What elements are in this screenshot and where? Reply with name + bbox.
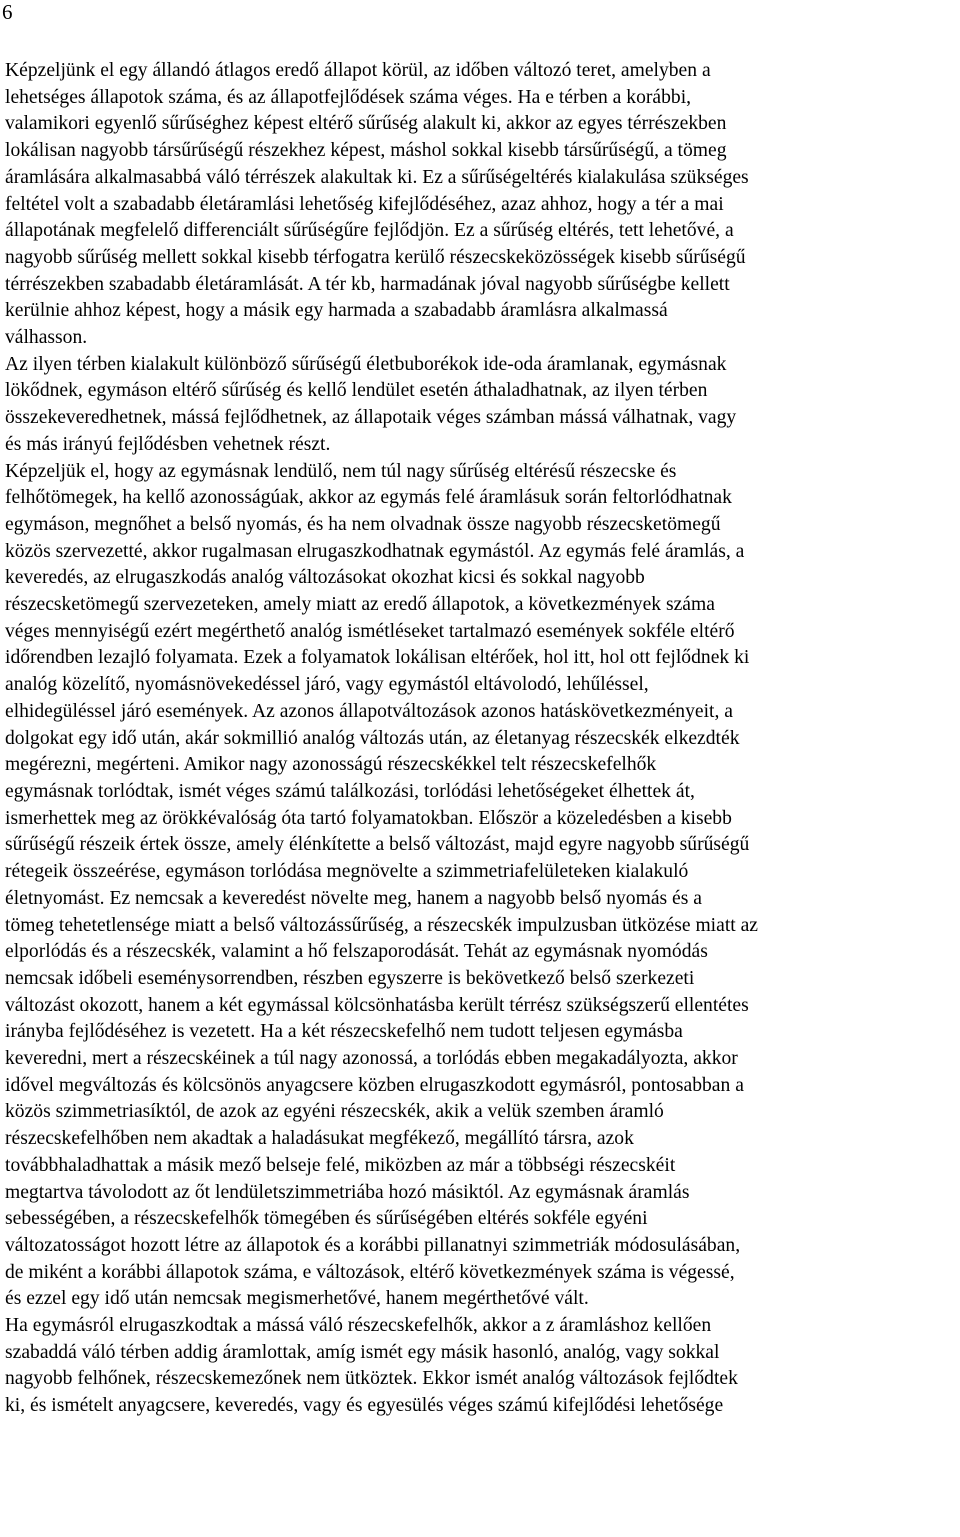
text-line: idővel megváltozás és kölcsönös anyagcsere közben elrugaszkodott egymásról, pontosabban a [5, 1074, 744, 1096]
text-line: és más irányú fejlődésben vehetnek részt. [5, 433, 331, 455]
text-line: nagyobb sűrűség mellett sokkal kisebb térfogatra kerülő részecskeközösségek kisebb sűrűségű [5, 246, 746, 268]
text-line: egymásnak torlódtak, ismét véges számú találkozási, torlódási lehetőségeket élhettek át, [5, 780, 695, 802]
text-line: rétegeik összeérése, egymáson torlódása megnövelte a szimmetriafelületeken kialakuló [5, 861, 689, 883]
text-line: lokálisan nagyobb társűrűségű részekhez képest, máshol sokkal kisebb társűrűségű, a tömeg [5, 140, 727, 162]
text-line: szabaddá váló térben addig áramlottak, amíg ismét egy másik hasonló, analóg, vagy sokkal [5, 1341, 720, 1363]
text-line: irányba fejlődéséhez is vezetett. Ha a két részecskefelhő nem tudott teljesen egymásba [5, 1021, 683, 1043]
text-line: válhasson. [5, 327, 88, 349]
text-line: továbbhaladhattak a másik mező belseje felé, miközben az már a többségi részecskéit [5, 1154, 676, 1176]
text-line: közös szervezetté, akkor rugalmasan elrugaszkodhatnak egymástól. Az egymás felé áramlás, a [5, 540, 745, 562]
text-line: keveredni, mert a részecskéinek a túl nagy azonossá, a torlódás ebben megakadályozta, akkor [5, 1048, 738, 1070]
text-line: Képzeljünk el egy állandó átlagos eredő állapot körül, az időben változó teret, amelyben a [5, 60, 711, 81]
text-line: de miként a korábbi állapotok száma, e változások, eltérő következmények száma is végessé, [5, 1261, 735, 1283]
text-line: sűrűségű részeik értek össze, amely élénkítette a belső változást, majd egyre nagyobb sűrűségű [5, 834, 750, 856]
text-line: állapotának megfelelő differenciált sűrűségűre fejlődjön. Ez a sűrűség eltérés, tett lehetővé, a [5, 220, 734, 242]
text-line: dolgokat egy idő után, akár sokmillió analóg változás után, az életanyag részecskék elkezdték [5, 727, 740, 749]
text-line: részecskefelhőben nem akadtak a haladásukat megfékező, megállító társra, azok [5, 1128, 634, 1150]
text-line: feltétel volt a szabadabb életáramlási lehetőség kifejlődéséhez, azaz ahhoz, hogy a tér a mai [5, 193, 724, 215]
text-line: életnyomást. Ez nemcsak a keveredést növelte meg, hanem a nagyobb belső nyomás és a [5, 887, 702, 909]
paragraph [5, 58, 960, 352]
text-line: megtartva távolodott az őt lendületszimmetriába hozó másiktól. Az egymásnak áramlás [5, 1181, 690, 1203]
text-line: ismerhettek meg az örökkévalóság óta tartó folyamatokban. Először a közeledésben a kisebb [5, 807, 732, 829]
text-line: elporlódás és a részecskék, valamint a hő felszaporodását. Tehát az egymásnak nyomódás [5, 941, 708, 963]
text-line: Ha egymásról elrugaszkodtak a mássá váló részecskefelhők, akkor a z áramláshoz kellően [5, 1315, 712, 1337]
text-line: kerülnie ahhoz képest, hogy a másik egy harmada a szabadabb áramlásra alkalmassá [5, 300, 668, 322]
paragraph [5, 1313, 960, 1420]
paragraph [5, 352, 960, 459]
text-line: tömeg tehetetlensége miatt a belső változássűrűség, a részecskék impulzusban ütközése miatt az [5, 914, 759, 936]
text-line: keveredés, az elrugaszkodás analóg változásokat okozhat kicsi és sokkal nagyobb [5, 567, 645, 589]
text-line: valamikori egyenlő sűrűséghez képest eltérő sűrűség alakult ki, akkor az egyes térrészekben [5, 113, 727, 135]
text-line: egymáson, megnőhet a belső nyomás, és ha nem olvadnak össze nagyobb részecsketömegű [5, 513, 721, 535]
text-line: változást okozott, hanem a két egymással kölcsönhatásba került térrész szükségszerű ellentétes [5, 994, 749, 1016]
page-number: 6 [2, 0, 13, 24]
text-line: lökődnek, egymáson eltérő sűrűség és kellő lendület esetén áthaladhatnak, az ilyen térben [5, 380, 708, 402]
paragraph [5, 459, 960, 1314]
text-line: nemcsak időbeli eseménysorrendben, részben egyszerre is bekövetkező belső szerkezeti [5, 967, 695, 989]
text-line: változatosságot hozott létre az állapotok és a korábbi pillanatnyi szimmetriák módosulásában, [5, 1234, 741, 1256]
text-line: felhőtömegek, ha kellő azonosságúak, akkor az egymás felé áramlásuk során feltorlódhatnak [5, 487, 732, 509]
text-line: Képzeljük el, hogy az egymásnak lendülő, nem túl nagy sűrűség eltérésű részecske és [5, 460, 677, 482]
text-line: részecsketömegű szervezeteken, amely miatt az eredő állapotok, a következmények száma [5, 594, 715, 616]
text-line: áramlására alkalmasabbá váló térrészek alakultak ki. Ez a sűrűségeltérés kialakulása szükséges [5, 166, 749, 188]
text-line: ki, és ismételt anyagcsere, keveredés, vagy és egyesülés véges számú kifejlődési lehetősége [5, 1395, 724, 1417]
text-line: összekeveredhetnek, mássá fejlődhetnek, az állapotaik véges számban mássá válhatnak, vagy [5, 407, 737, 429]
text-line: sebességében, a részecskefelhők tömegében és sűrűségében eltérés sokféle egyéni [5, 1208, 648, 1230]
text-line: nagyobb felhőnek, részecskemezőnek nem ütköztek. Ekkor ismét analóg változások fejlődtek [5, 1368, 738, 1390]
text-line: analóg közelítő, nyomásnövekedéssel járó, vagy egymástól eltávolodó, lehűléssel, [5, 674, 649, 696]
text-line: és ezzel egy idő után nemcsak megismerhetővé, hanem megérthetővé vált. [5, 1288, 589, 1310]
text-line: időrendben lezajló folyamata. Ezek a folyamatok lokálisan eltérőek, hol itt, hol ott fejlődnek ki [5, 647, 750, 669]
text-line: véges mennyiségű ezért megérthető analóg ismétléseket tartalmazó események sokféle eltérő [5, 620, 735, 642]
document-body [5, 58, 960, 1420]
text-line: térrészekben szabadabb életáramlását. A tér kb, harmadának jóval nagyobb sűrűségbe kellett [5, 273, 730, 295]
text-line: Az ilyen térben kialakult különböző sűrűségű életbuborékok ide-oda áramlanak, egymásnak [5, 353, 727, 375]
text-line: közös szimmetriasíktól, de azok az egyéni részecskék, akik a velük szemben áramló [5, 1101, 664, 1123]
text-line: elhidegüléssel járó események. Az azonos állapotváltozások azonos hatáskövetkezményeit, a [5, 700, 733, 722]
text-line: lehetséges állapotok száma, és az állapotfejlődések száma véges. Ha e térben a korábbi, [5, 86, 692, 108]
text-line: megérezni, megérteni. Amikor nagy azonosságú részecskékkel telt részecskefelhők [5, 754, 657, 776]
